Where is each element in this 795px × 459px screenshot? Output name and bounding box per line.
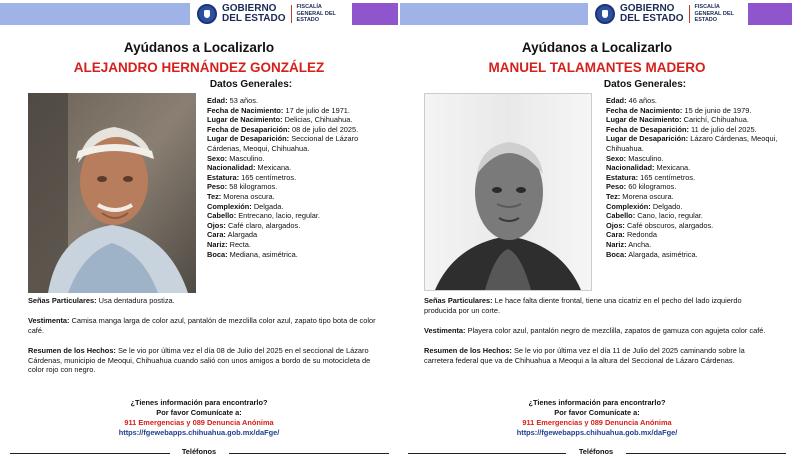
fact-value: Masculino. <box>628 153 664 163</box>
vestimenta-value: Camisa manga larga de color azul, pantalón de mezclilla color azul, zapato tipo bota de color café. <box>28 316 376 335</box>
fact-label: Estatura: <box>207 172 240 182</box>
fact-label: Peso: <box>606 182 627 192</box>
fact-label: Nariz: <box>606 239 627 249</box>
fact-value: Delicias, Chihuahua. <box>284 115 353 125</box>
fact-row <box>606 144 777 154</box>
fact-row <box>207 96 358 106</box>
fact-label: Fecha de Desaparición: <box>606 124 689 134</box>
logo-line2: DEL ESTADO <box>620 13 684 24</box>
vestimenta-value: Playera color azul, pantalón negro de mezclilla, zapatos de gamuza con agujeta color café. <box>467 326 766 335</box>
fact-value: Entrecano, lacio, regular. <box>238 211 320 221</box>
fact-row <box>606 182 777 192</box>
fact-value: Mediana, asimétrica. <box>229 249 298 259</box>
footer-call: Por favor Comunícate a: <box>156 408 242 417</box>
fact-value: Morena oscura. <box>223 191 275 201</box>
senas-value: Usa dentadura postiza. <box>98 296 175 305</box>
fact-value: 165 centímetros. <box>241 172 297 182</box>
senas-particulares <box>424 296 774 315</box>
fact-value: Café obscuros, alargados. <box>626 220 714 230</box>
fact-value: Cárdenas, Meoqui, Chihuahua. <box>207 143 310 153</box>
fact-value: 165 centímetros. <box>640 172 696 182</box>
fact-row <box>207 154 358 164</box>
government-logo <box>595 2 741 26</box>
fact-label: Complexión: <box>606 201 651 211</box>
fact-label: Edad: <box>207 96 228 105</box>
fact-row <box>606 211 777 221</box>
fact-row <box>606 192 777 202</box>
poster-title: Ayúdanos a Localizarlo <box>123 40 275 55</box>
fact-value: 17 de julio de 1971. <box>285 105 350 115</box>
fact-row <box>606 106 777 116</box>
fact-row <box>207 192 358 202</box>
fact-label: Cabello: <box>606 211 636 221</box>
header-purple-bar <box>352 3 398 25</box>
person-name: MANUEL TALAMANTES MADERO <box>488 60 706 75</box>
fact-value: 15 de junio de 1979. <box>684 105 752 115</box>
fact-label: Sexo: <box>606 153 627 163</box>
vestimenta <box>424 326 774 336</box>
fact-row <box>207 211 358 221</box>
fact-row <box>606 173 777 183</box>
logo-line1: GOBIERNO <box>222 3 277 14</box>
fact-value: Morena oscura. <box>622 191 674 201</box>
footer-url-link[interactable]: https://fgewebapps.chihuahua.gob.mx/daFge/ <box>516 428 678 437</box>
fact-row <box>207 230 358 240</box>
fact-label: Ojos: <box>606 220 625 230</box>
fact-row <box>606 230 777 240</box>
fact-value: Mexicana. <box>257 163 292 173</box>
logo-separator <box>291 5 292 23</box>
footer-divider-right <box>229 453 389 454</box>
fact-row <box>606 115 777 125</box>
footer-question: ¿Tienes información para encontrarlo? <box>130 398 268 407</box>
fact-label: Complexión: <box>207 201 252 211</box>
fact-row <box>207 125 358 135</box>
fact-row <box>207 115 358 125</box>
header-blue-bar <box>400 3 588 25</box>
fact-row <box>606 96 777 106</box>
resumen-label: Resumen de los Hechos: <box>28 346 116 355</box>
fact-label: Nacionalidad: <box>207 163 256 173</box>
resumen-hechos <box>424 346 774 365</box>
portrait-image-icon <box>28 93 196 293</box>
footer-call: Por favor Comunícate a: <box>554 408 640 417</box>
fact-label: Lugar de Nacimiento: <box>207 115 283 125</box>
fact-label: Lugar de Desaparición: <box>207 134 290 144</box>
fact-label: Cara: <box>207 230 226 240</box>
logo-subtitle: FISCALÍA GENERAL DEL ESTADO <box>694 4 734 24</box>
header-blue-bar <box>0 3 190 25</box>
fact-row <box>606 240 777 250</box>
fact-row <box>207 240 358 250</box>
fact-label: Lugar de Desaparición: <box>606 134 689 144</box>
fact-value: Masculino. <box>229 153 265 163</box>
fact-value: Delgada. <box>253 201 284 211</box>
fact-label: Tez: <box>606 191 621 201</box>
fact-label: Cara: <box>606 230 625 240</box>
fact-value: 46 años. <box>628 96 657 105</box>
footer-phones: 911 Emergencias y 089 Denuncia Anónima <box>522 418 672 427</box>
fact-label: Edad: <box>606 96 627 105</box>
footer-divider-right <box>626 453 786 454</box>
fact-label: Fecha de Desaparición: <box>207 124 290 134</box>
fact-label: Boca: <box>606 249 627 259</box>
resumen-hechos <box>28 346 378 375</box>
resumen-value: Se le vio por última vez el día 11 de Julio del 2025 caminando sobre la carretera federal que va de Chihuahua a Meoqui a la altura del Seccional de Lázaro Cárdenas. <box>424 346 745 365</box>
missing-person-poster-right <box>398 0 795 459</box>
fact-row <box>207 202 358 212</box>
fact-row <box>207 221 358 231</box>
fact-label: Ojos: <box>207 220 226 230</box>
fact-value: Café claro, alargados. <box>227 220 301 230</box>
logo-line1: GOBIERNO <box>620 3 675 14</box>
resumen-label: Resumen de los Hechos: <box>424 346 512 355</box>
fact-label: Sexo: <box>207 153 228 163</box>
vestimenta-label: Vestimenta: <box>28 316 70 325</box>
fact-row <box>207 144 358 154</box>
fact-value: Lázaro Cárdenas, Meoqui, <box>690 134 778 144</box>
footer-url-link[interactable]: https://fgewebapps.chihuahua.gob.mx/daFge/ <box>118 428 280 437</box>
fact-label: Estatura: <box>606 172 639 182</box>
fact-label: Boca: <box>207 249 228 259</box>
fact-row <box>207 134 358 144</box>
person-name: ALEJANDRO HERNÁNDEZ GONZÁLEZ <box>73 60 325 75</box>
fact-label: Lugar de Nacimiento: <box>606 115 682 125</box>
resumen-value: Se le vio por última vez el día 08 de Julio del 2025 en el seccional de Lázaro Cárdenas, municipio de Meoqui, Chihuahua cuando salió con unos amigos a bordo de su motocicleta de color rojo con negro. <box>28 346 371 375</box>
vestimenta-label: Vestimenta: <box>424 326 466 335</box>
senas-label: Señas Particulares: <box>424 296 493 305</box>
fact-value: Mexicana. <box>656 163 691 173</box>
fact-label: Nariz: <box>207 239 228 249</box>
fact-row <box>207 250 358 260</box>
contact-footer <box>0 398 398 438</box>
state-seal-icon <box>197 4 217 24</box>
fact-label: Fecha de Nacimiento: <box>207 105 284 115</box>
poster-header <box>398 0 795 27</box>
fact-row <box>606 221 777 231</box>
portrait-image-icon <box>425 94 591 290</box>
fact-row <box>606 134 777 144</box>
facts-list <box>606 96 777 259</box>
senas-label: Señas Particulares: <box>28 296 97 305</box>
facts-list <box>207 96 358 259</box>
fact-value: 60 kilogramos. <box>628 182 677 192</box>
poster-title: Ayúdanos a Localizarlo <box>521 40 673 55</box>
fact-value: 11 de julio del 2025. <box>691 124 757 134</box>
contact-footer <box>398 398 795 438</box>
poster-header <box>0 0 398 27</box>
fact-value: Recta. <box>229 239 251 249</box>
fact-value: Carichí, Chihuahua. <box>683 115 749 125</box>
fact-row <box>207 106 358 116</box>
fact-value: Redonda <box>626 230 657 240</box>
fact-value: 53 años. <box>229 96 258 105</box>
fact-row <box>606 163 777 173</box>
logo-subtitle: FISCALÍA GENERAL DEL ESTADO <box>296 4 336 24</box>
fact-value: Delgado. <box>652 201 683 211</box>
fact-value: Alargada, asimétrica. <box>628 249 698 259</box>
fact-label: Tez: <box>207 191 222 201</box>
fact-row <box>207 163 358 173</box>
fact-row <box>606 250 777 260</box>
fact-value: Cano, lacio, regular. <box>637 211 703 221</box>
senas-particulares <box>28 296 378 306</box>
footer-divider-left <box>408 453 566 454</box>
senas-value: Le hace falta diente frontal, tiene una cicatriz en el pecho del lado izquierdo producida por un corte. <box>424 296 742 315</box>
fact-row <box>606 154 777 164</box>
fact-label: Nacionalidad: <box>606 163 655 173</box>
fact-value: 08 de julio del 2025. <box>292 124 359 134</box>
fact-value: Chihuahua. <box>606 143 644 153</box>
person-photo <box>28 93 196 293</box>
fact-row <box>207 173 358 183</box>
fact-value: Seccional de Lázaro <box>291 134 359 144</box>
fact-value: 58 kilogramos. <box>229 182 278 192</box>
person-photo <box>424 93 592 291</box>
datos-generales-heading: Datos Generales: <box>209 79 293 90</box>
state-seal-icon <box>595 4 615 24</box>
fact-row <box>606 202 777 212</box>
fact-label: Cabello: <box>207 211 237 221</box>
fact-value: Alargada <box>227 230 258 240</box>
fact-row <box>207 182 358 192</box>
fact-label: Peso: <box>207 182 228 192</box>
footer-divider-left <box>10 453 170 454</box>
telefonos-label: Teléfonos <box>181 447 217 456</box>
datos-generales-heading: Datos Generales: <box>603 79 687 90</box>
footer-question: ¿Tienes información para encontrarlo? <box>528 398 666 407</box>
logo-separator <box>689 5 690 23</box>
fact-row <box>606 125 777 135</box>
government-logo <box>197 2 343 26</box>
footer-phones: 911 Emergencias y 089 Denuncia Anónima <box>124 418 274 427</box>
header-purple-bar <box>748 3 792 25</box>
logo-line2: DEL ESTADO <box>222 13 286 24</box>
fact-value: Ancha. <box>628 239 652 249</box>
telefonos-label: Teléfonos <box>578 447 614 456</box>
fact-label: Fecha de Nacimiento: <box>606 105 683 115</box>
vestimenta <box>28 316 378 335</box>
